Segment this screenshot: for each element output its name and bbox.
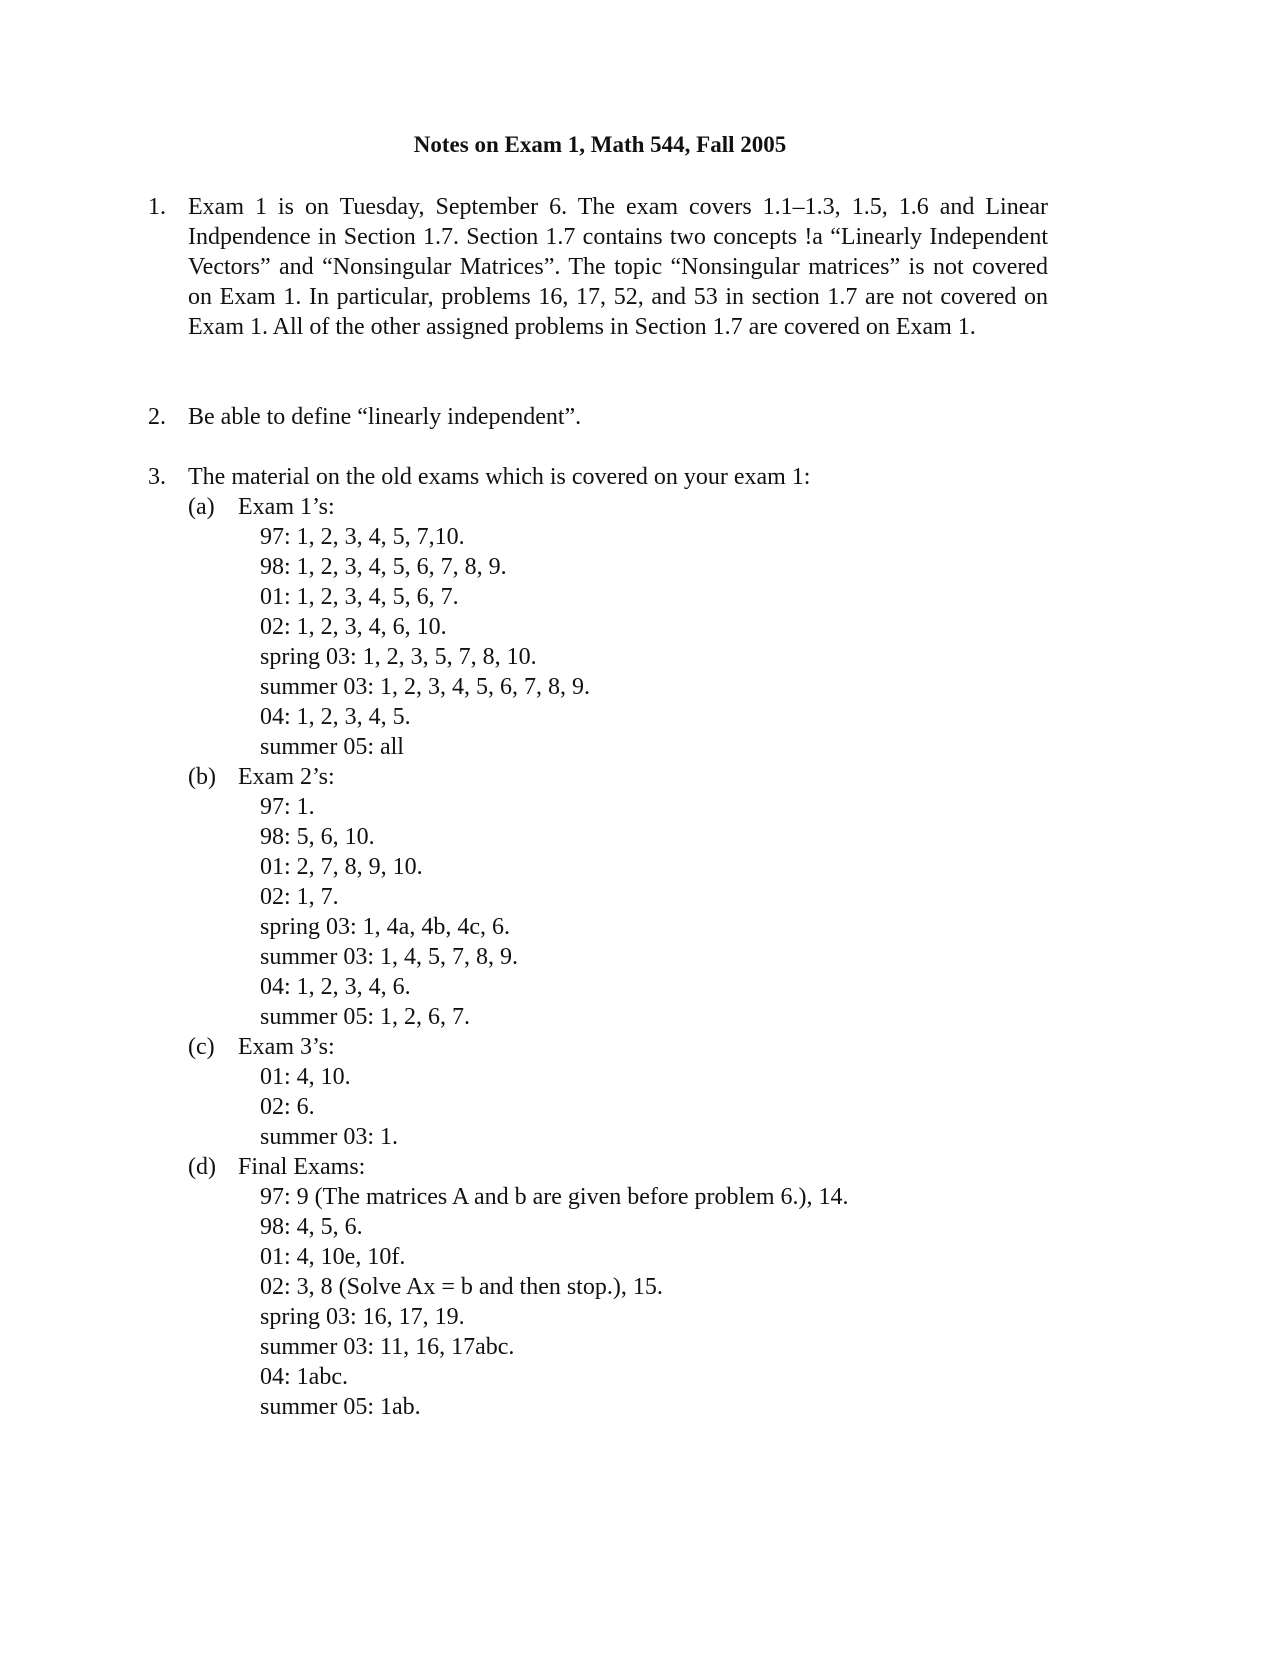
list-item: summer 05: all: [260, 734, 404, 760]
list-item: summer 03: 1, 4, 5, 7, 8, 9.: [260, 944, 518, 970]
list-item: spring 03: 1, 2, 3, 5, 7, 8, 10.: [260, 644, 537, 670]
list-item: 02: 1, 2, 3, 4, 6, 10.: [260, 614, 447, 640]
list-item: 98: 5, 6, 10.: [260, 824, 375, 850]
list-item: 97: 9 (The matrices A and b are given before problem 6.), 14.: [260, 1184, 849, 1210]
list-item: 02: 3, 8 (Solve Ax = b and then stop.), 15.: [260, 1274, 663, 1300]
list-item-3: [148, 462, 1048, 1420]
subsection-label: (d): [188, 1154, 216, 1180]
problem-list: [260, 1062, 1020, 1152]
list-item: 98: 1, 2, 3, 4, 5, 6, 7, 8, 9.: [260, 554, 507, 580]
list-item: 02: 1, 7.: [260, 884, 339, 910]
list-item: spring 03: 1, 4a, 4b, 4c, 6.: [260, 914, 510, 940]
list-item: 04: 1abc.: [260, 1364, 348, 1390]
list-item: summer 05: 1, 2, 6, 7.: [260, 1004, 470, 1030]
item-number: 3.: [148, 464, 166, 490]
subsection-label: (a): [188, 494, 215, 520]
list-item-2: [148, 402, 1048, 432]
subsection-title: Exam 3’s:: [238, 1034, 335, 1060]
list-item: 02: 6.: [260, 1094, 315, 1120]
list-item: 97: 1, 2, 3, 4, 5, 7,10.: [260, 524, 465, 550]
problem-list: [260, 1182, 1020, 1422]
item-number: 2.: [148, 404, 166, 430]
item-text: Exam 1 is on Tuesday, September 6. The exam covers 1.1–1.3, 1.5, 1.6 and Linear Indpendence in Section 1.7. Section 1.7 contains two concepts !a “Linearly Independent Vectors” and “Nonsingular Matrices”. The topic “Nonsingular matrices” is not covered on Exam 1. In particular, problems 16, 17, 52, and 53 in section 1.7 are not covered on Exam 1. All of the other assigned problems in Section 1.7 are covered on Exam 1.: [188, 194, 1048, 340]
subsection-title: Final Exams:: [238, 1154, 366, 1180]
list-item: summer 03: 1, 2, 3, 4, 5, 6, 7, 8, 9.: [260, 674, 590, 700]
list-item: 04: 1, 2, 3, 4, 6.: [260, 974, 411, 1000]
list-item: 01: 2, 7, 8, 9, 10.: [260, 854, 423, 880]
item-number: 1.: [148, 194, 166, 220]
subsection-title: Exam 1’s:: [238, 494, 335, 520]
list-item: 01: 1, 2, 3, 4, 5, 6, 7.: [260, 584, 459, 610]
subsection-title: Exam 2’s:: [238, 764, 335, 790]
list-item: 98: 4, 5, 6.: [260, 1214, 363, 1240]
list-item: 01: 4, 10e, 10f.: [260, 1244, 406, 1270]
problem-list: [260, 522, 1020, 762]
item-text: Be able to define “linearly independent”.: [188, 404, 582, 430]
list-item: 01: 4, 10.: [260, 1064, 351, 1090]
item-text: The material on the old exams which is covered on your exam 1:: [188, 464, 811, 490]
list-item: summer 03: 11, 16, 17abc.: [260, 1334, 515, 1360]
list-item: summer 03: 1.: [260, 1124, 398, 1150]
list-item: 97: 1.: [260, 794, 315, 820]
problem-list: [260, 792, 1020, 1032]
list-item: 04: 1, 2, 3, 4, 5.: [260, 704, 411, 730]
subsection-label: (b): [188, 764, 216, 790]
list-item: summer 05: 1ab.: [260, 1394, 421, 1420]
list-item: spring 03: 16, 17, 19.: [260, 1304, 465, 1330]
list-item-1: [148, 192, 1048, 372]
subsection-label: (c): [188, 1034, 215, 1060]
page-title: Notes on Exam 1, Math 544, Fall 2005: [413, 132, 787, 157]
